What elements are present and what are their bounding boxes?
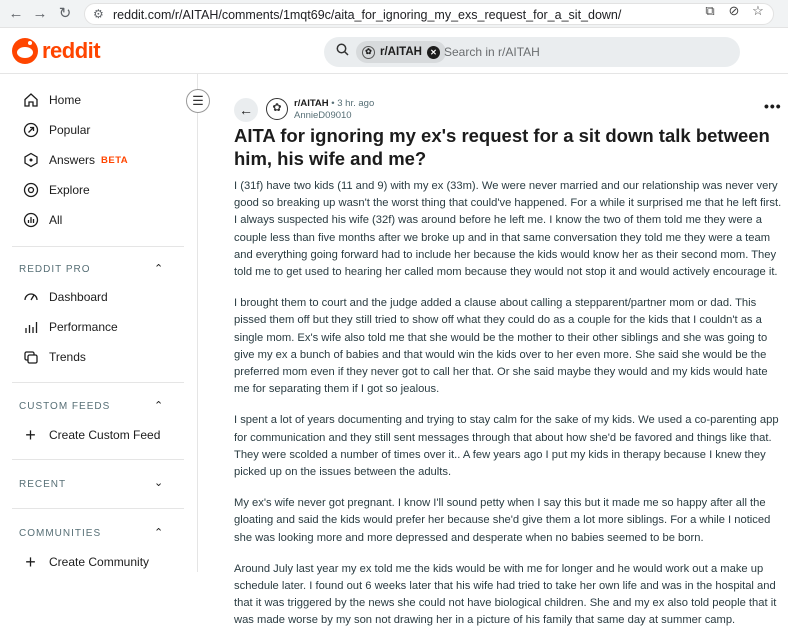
post-paragraph: I brought them to court and the judge added a clause about calling a stepparent/partner mom or dad. This pissed them off but they still tried to show off what they could do as a couple for the kids that I couldn't as a single mom. Ex's wife also told me that she would be the mother to their other siblings and she was going to give my ex a bunch of babies and that would win the kids over to her even more. She said she would be the preferred mom even if they never got to call her that. Or she said maybe they would and my kids would hate me for separating them if I got so jealous. bbox=[234, 297, 768, 396]
sidebar-item-trends[interactable] bbox=[22, 347, 86, 367]
sidebar-item-label: Explore bbox=[49, 183, 90, 197]
clear-chip-icon[interactable]: ✕ bbox=[427, 46, 440, 59]
create-custom-feed-button[interactable] bbox=[22, 425, 160, 445]
snoo-icon bbox=[12, 38, 38, 64]
subreddit-avatar[interactable]: ✿ bbox=[266, 98, 288, 120]
chevron-down-icon[interactable]: ⌄ bbox=[154, 477, 164, 489]
sidebar-item-label: Trends bbox=[49, 350, 86, 364]
sidebar-item-label: Popular bbox=[49, 123, 91, 137]
address-bar[interactable] bbox=[84, 3, 774, 25]
browser-toolbar bbox=[0, 0, 788, 28]
sidebar-divider bbox=[12, 246, 184, 247]
post-paragraph: I (31f) have two kids (11 and 9) with my ex (33m). We were never married and our relationship was never very good so breaking up wasn't the worst thing that could've happened. For a while it surprised me that he left first. I always suspected his wife (32f) was around before he left me. I know the two of them told me they were a couple less than five months after we broke up and in that same conversation they told me they were a team and everything going forward had to include her because the kids would know her as their second mom. They told me to get used to hearing her called mom because they would not stop it and would actively encourage it. bbox=[234, 180, 782, 279]
sidebar-item-label: Performance bbox=[49, 320, 118, 334]
post-time: • 3 hr. ago bbox=[331, 98, 375, 109]
post-paragraph: I spent a lot of years documenting and trying to stay calm for the sake of my kids. We used a co-parenting app for communication and they still sent messages through that about how she'd be favored and things like that. They were scolded a number of times over it.. A few years ago I put my kids in therapy because I knew they picked up on the issues between the adults. bbox=[234, 414, 779, 479]
reddit-logo[interactable] bbox=[12, 38, 100, 64]
section-title-reddit-pro[interactable]: REDDIT PRO bbox=[19, 264, 91, 275]
post-author[interactable]: AnnieD09010 bbox=[294, 110, 352, 121]
sidebar-item-dashboard[interactable] bbox=[22, 287, 108, 307]
post-meta bbox=[294, 98, 374, 109]
post-body bbox=[234, 178, 782, 644]
search-bar[interactable] bbox=[324, 37, 740, 67]
post-title: AITA for ignoring my ex's request for a sit down talk between him, his wife and me? bbox=[234, 125, 770, 169]
subreddit-icon: ✿ bbox=[362, 46, 375, 59]
sidebar-item-explore[interactable] bbox=[22, 180, 90, 200]
bookmark-star-icon[interactable]: ☆ bbox=[752, 3, 764, 18]
reload-icon[interactable]: ↻ bbox=[58, 5, 72, 22]
back-button[interactable] bbox=[234, 98, 258, 122]
popular-icon bbox=[22, 122, 39, 139]
sidebar-item-performance[interactable] bbox=[22, 317, 118, 337]
plus-icon: + bbox=[25, 551, 36, 572]
url-text: reddit.com/r/AITAH/comments/1mqt69c/aita_for_ignoring_my_exs_request_for_a_sit_down/ bbox=[113, 8, 622, 22]
search-icon bbox=[336, 43, 349, 59]
section-title-recent[interactable]: RECENT bbox=[19, 479, 67, 490]
dashboard-icon bbox=[22, 289, 39, 306]
chip-label: r/AITAH bbox=[380, 46, 422, 58]
more-options-icon[interactable]: ••• bbox=[764, 98, 782, 114]
back-arrow-icon: ← bbox=[239, 102, 253, 118]
site-settings-icon[interactable]: ⚙ bbox=[93, 7, 104, 21]
sidebar-toggle-button[interactable] bbox=[186, 89, 210, 113]
plus-icon: + bbox=[25, 424, 36, 445]
sidebar-item-label: Create Community bbox=[49, 555, 150, 569]
all-icon bbox=[22, 212, 39, 229]
create-community-button[interactable] bbox=[22, 552, 149, 572]
section-title-custom-feeds[interactable]: CUSTOM FEEDS bbox=[19, 401, 111, 412]
post-paragraph: Around July last year my ex told me the kids would be with me for longer and he would work out a make up schedule later. I found out 6 weeks later that his wife had tried to take her own life and was in the hospital and that it was triggered by the news she could not have biological children. She and my ex also told people that it was made worse by my son not drawing her in a picture of his family that same day at summer camp. bbox=[234, 562, 777, 627]
left-sidebar bbox=[0, 74, 198, 572]
reddit-header bbox=[0, 28, 788, 74]
sidebar-item-label: Create Custom Feed bbox=[49, 428, 161, 442]
sidebar-divider bbox=[12, 508, 184, 509]
sidebar-item-popular[interactable] bbox=[22, 120, 90, 140]
tracking-protection-icon[interactable]: ⊘ bbox=[728, 3, 740, 18]
performance-icon bbox=[22, 319, 39, 336]
sidebar-item-home[interactable] bbox=[22, 90, 81, 110]
sidebar-item-all[interactable] bbox=[22, 210, 62, 230]
chevron-up-icon[interactable]: ⌃ bbox=[154, 527, 164, 539]
beta-badge: BETA bbox=[101, 154, 129, 166]
sidebar-item-label: All bbox=[49, 213, 63, 227]
subreddit-search-chip[interactable] bbox=[356, 41, 446, 63]
menu-icon: ☰ bbox=[192, 93, 204, 108]
chevron-up-icon[interactable]: ⌃ bbox=[154, 400, 164, 412]
back-arrow-icon[interactable]: ← bbox=[8, 5, 24, 22]
sidebar-item-label: Dashboard bbox=[49, 290, 108, 304]
install-app-icon[interactable]: ⧉ bbox=[705, 3, 715, 18]
sidebar-item-label: Home bbox=[49, 93, 82, 107]
sidebar-divider bbox=[12, 382, 184, 383]
section-title-communities[interactable]: COMMUNITIES bbox=[19, 528, 102, 539]
explore-icon bbox=[22, 182, 39, 199]
post-paragraph: My ex's wife never got pregnant. I know I'll sound petty when I say this but it made me so happy after all the gloating and said the kids would prefer her because she'd give them a lot more siblings. For a while I noticed she was looking more and more depressed and desperate when no babies seemed to be born. bbox=[234, 497, 771, 544]
post-container bbox=[198, 74, 788, 627]
search-input[interactable]: Search in r/AITAH bbox=[444, 45, 540, 59]
sidebar-divider bbox=[12, 459, 184, 460]
logo-text: reddit bbox=[42, 38, 101, 63]
sidebar-item-label: Answers bbox=[49, 153, 96, 167]
chevron-up-icon[interactable]: ⌃ bbox=[154, 263, 164, 275]
subreddit-link[interactable]: r/AITAH bbox=[294, 98, 329, 109]
home-icon bbox=[22, 92, 39, 109]
forward-arrow-icon[interactable]: → bbox=[32, 5, 48, 22]
trends-icon bbox=[22, 349, 39, 366]
answers-icon bbox=[22, 152, 39, 169]
sidebar-item-answers[interactable] bbox=[22, 150, 128, 170]
